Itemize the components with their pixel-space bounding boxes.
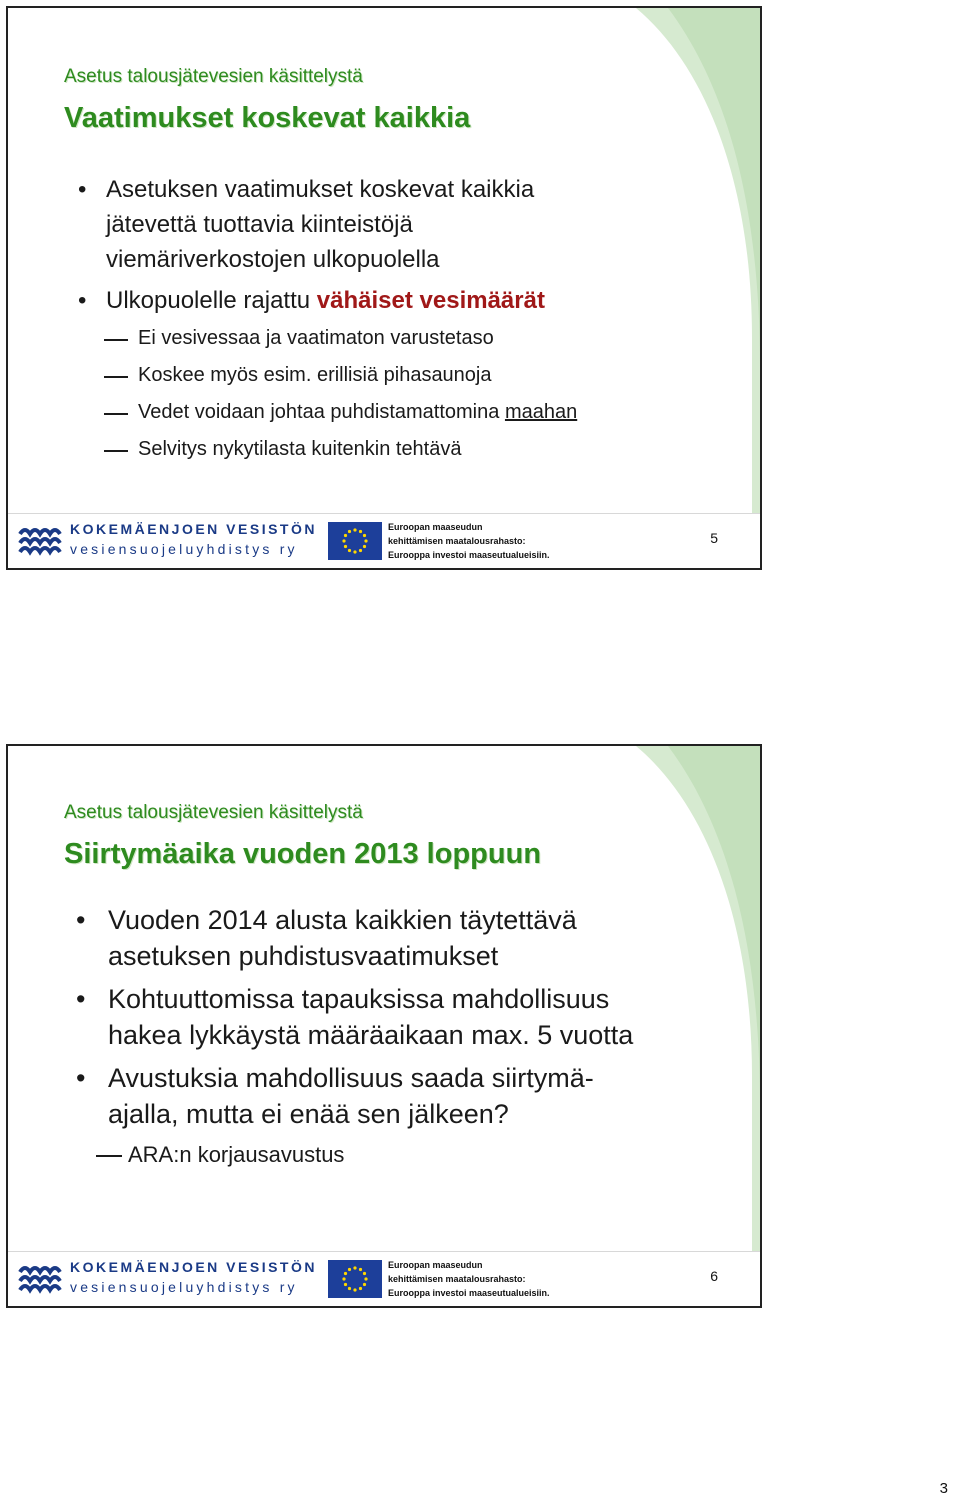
slide-6 <box>6 744 762 1308</box>
bullet-line: Asetuksen vaatimukset koskevat kaikkia <box>106 176 535 203</box>
dash-icon <box>104 413 128 415</box>
highlight-text: vähäiset vesimäärät <box>316 287 545 314</box>
bullet-text: Ulkopuolelle rajattu <box>106 287 317 314</box>
slide-title: Vaatimukset koskevat kaikkia <box>64 102 471 134</box>
bullet-line: ajalla, mutta ei enää sen jälkeen? <box>108 1099 509 1129</box>
sub-bullet-text: Ei vesivessaa ja vaatimaton varustetaso <box>138 327 494 349</box>
bullet-item <box>8 172 760 277</box>
water-waves-logo-icon <box>18 1262 66 1294</box>
bullet-dot-icon: • <box>76 984 86 1014</box>
bullet-line: jätevettä tuottavia kiinteistöjä <box>106 211 413 238</box>
dash-icon <box>96 1155 122 1157</box>
slide-content <box>8 902 760 1173</box>
slide-5 <box>6 6 762 570</box>
eu-line: Eurooppa investoi maaseutualueisiin. <box>388 550 550 560</box>
bullet-dot-icon: • <box>76 905 86 935</box>
org-subname: vesiensuojeluyhdistys ry <box>70 1279 298 1295</box>
slide-subtitle: Asetus talousjätevesien käsittelystä <box>64 802 363 823</box>
bullet-dot-icon: • <box>78 176 87 203</box>
dash-icon <box>104 339 128 341</box>
eu-line: kehittämisen maatalousrahasto: <box>388 1274 526 1284</box>
sub-bullet-item <box>8 320 760 357</box>
eu-line: Eurooppa investoi maaseutualueisiin. <box>388 1288 550 1298</box>
slide-footer <box>8 1251 760 1306</box>
bullet-line: hakea lykkäystä määräaikaan max. 5 vuotta <box>108 1020 634 1050</box>
bullet-line: Kohtuuttomissa tapauksissa mahdollisuus <box>108 984 610 1014</box>
sub-bullet-text: Vedet voidaan johtaa puhdistamattomina <box>138 401 505 423</box>
bullet-item <box>8 283 760 318</box>
bullet-dot-icon: • <box>78 287 87 314</box>
eu-line: Euroopan maaseudun <box>388 1260 483 1270</box>
bullet-item <box>8 981 760 1053</box>
slide-page-number: 6 <box>710 1268 718 1284</box>
slide-footer <box>8 513 760 568</box>
bullet-dot-icon: • <box>76 1063 86 1093</box>
sub-bullet-item <box>8 394 760 431</box>
slide-page-number: 5 <box>710 530 718 546</box>
underlined-text: maahan <box>504 401 578 423</box>
bullet-line: asetuksen puhdistusvaatimukset <box>108 941 499 971</box>
org-name: KOKEMÄENJOEN VESISTÖN <box>70 1259 317 1275</box>
sub-bullet-item <box>8 431 760 468</box>
slide-subtitle: Asetus talousjätevesien käsittelystä <box>64 66 363 87</box>
sheet-page-number: 3 <box>939 1480 948 1497</box>
sub-bullet-item <box>8 357 760 394</box>
bullet-line: viemäriverkostojen ulkopuolella <box>106 246 440 273</box>
bullet-line: Vuoden 2014 alusta kaikkien täytettävä <box>108 905 577 935</box>
dash-icon <box>104 376 128 378</box>
eu-line: Euroopan maaseudun <box>388 522 483 532</box>
water-waves-logo-icon <box>18 524 66 556</box>
sub-bullet-text: ARA:n korjausavustus <box>128 1142 345 1167</box>
eu-funding-text <box>388 1258 550 1300</box>
org-name: KOKEMÄENJOEN VESISTÖN <box>70 521 317 537</box>
bullet-item <box>8 1060 760 1132</box>
eu-flag-icon <box>328 1260 382 1298</box>
dash-icon <box>104 450 128 452</box>
sub-bullet-text: Koskee myös esim. erillisiä pihasaunoja <box>138 364 492 386</box>
eu-funding-text <box>388 520 550 562</box>
sub-bullet-text: Selvitys nykytilasta kuitenkin tehtävä <box>138 438 462 460</box>
sub-bullet-item <box>8 1137 760 1173</box>
bullet-line: Avustuksia mahdollisuus saada siirtymä- <box>108 1063 594 1093</box>
eu-line: kehittämisen maatalousrahasto: <box>388 536 526 546</box>
slide-content <box>8 172 760 468</box>
bullet-item <box>8 902 760 974</box>
slide-title: Siirtymäaika vuoden 2013 loppuun <box>64 838 542 870</box>
eu-flag-icon <box>328 522 382 560</box>
org-subname: vesiensuojeluyhdistys ry <box>70 541 298 557</box>
